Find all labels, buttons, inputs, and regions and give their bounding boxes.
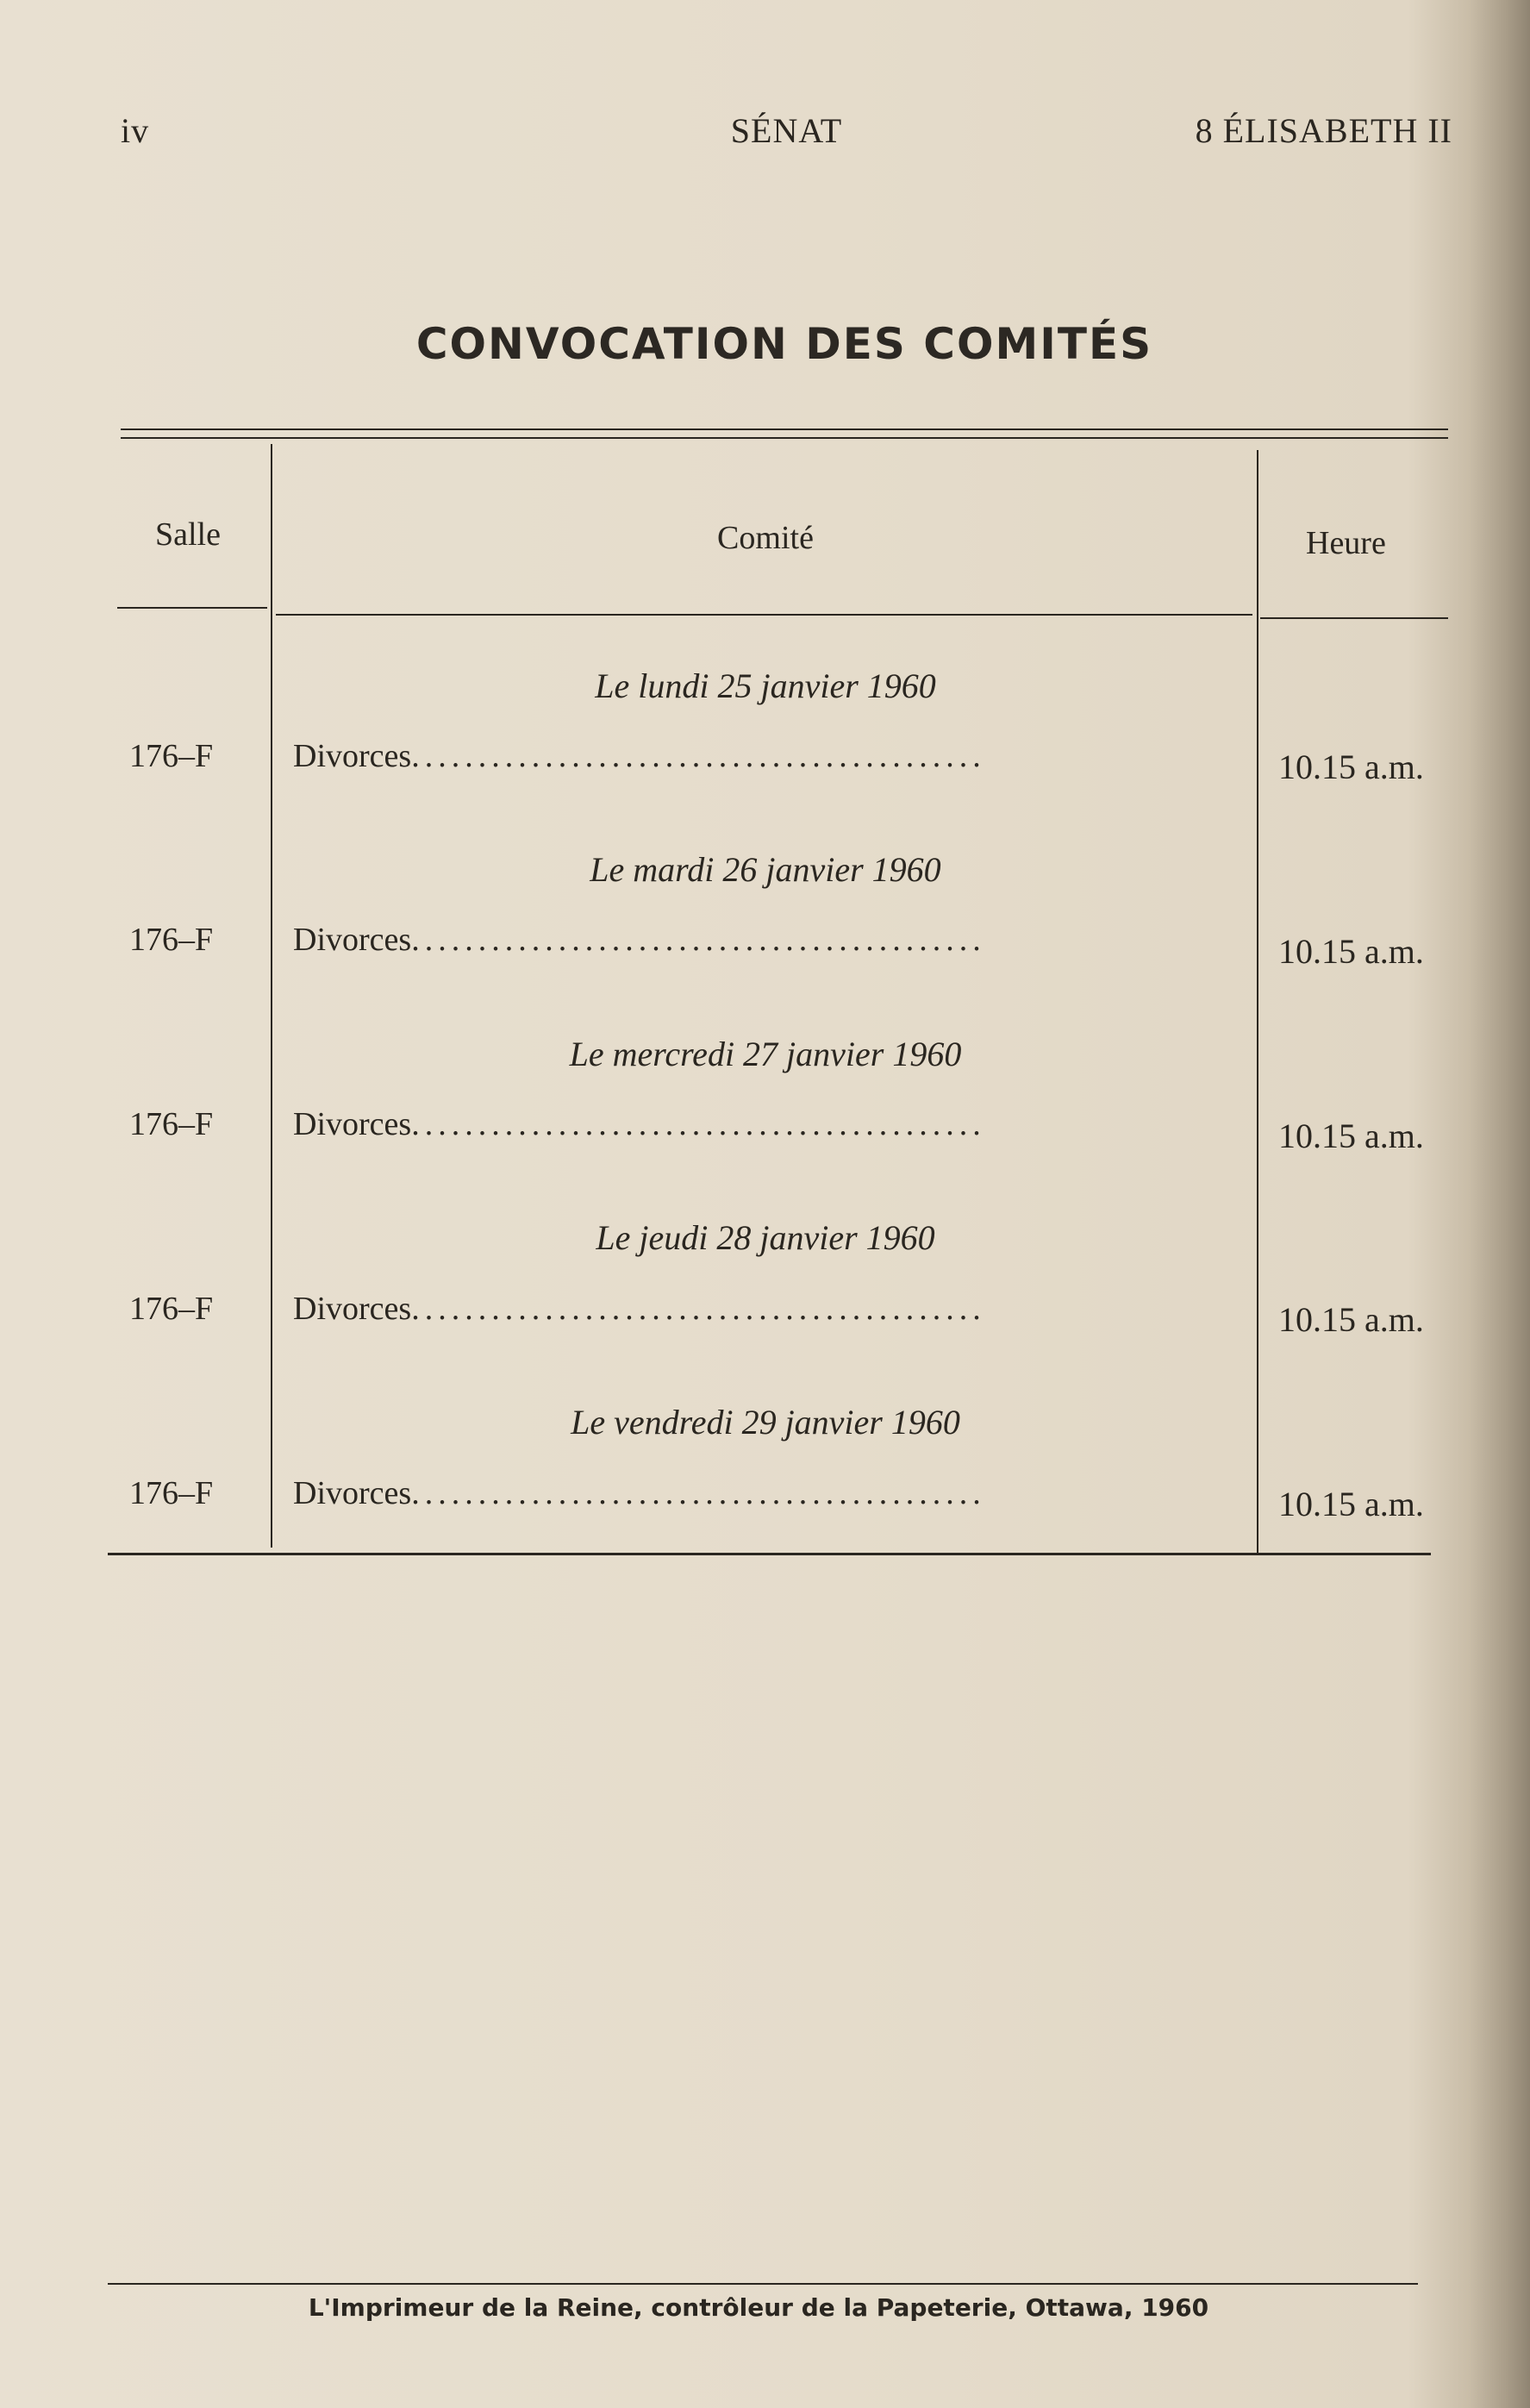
room-cell: 176–F [129, 1106, 214, 1142]
time-cell: 10.15 a.m. [1278, 1116, 1424, 1155]
day-label: Le mercredi 27 janvier 1960 [569, 1035, 962, 1073]
committee-cell [293, 921, 1241, 959]
committee-cell [293, 737, 1241, 775]
dot-leader: ........................................... [411, 738, 986, 774]
column-header-comite: Comité [717, 520, 814, 556]
day-label: Le lundi 25 janvier 1960 [595, 666, 936, 705]
room-cell: 176–F [129, 1475, 214, 1511]
day-label: Le jeudi 28 janvier 1960 [596, 1218, 935, 1257]
header-reign: 8 ÉLISABETH II [1195, 111, 1452, 150]
committee-name: Divorces [293, 1291, 412, 1327]
committee-name: Divorces [293, 738, 412, 774]
header-title: SÉNAT [730, 111, 843, 150]
committee-cell [293, 1474, 1241, 1512]
committee-cell [293, 1290, 1241, 1328]
committee-cell [293, 1105, 1241, 1143]
document-title: CONVOCATION DES COMITÉS [415, 319, 1153, 369]
table-bottom-rule [108, 1553, 1431, 1555]
time-cell: 10.15 a.m. [1278, 1485, 1424, 1523]
committee-name: Divorces [293, 1475, 412, 1511]
column-header-salle: Salle [155, 516, 221, 553]
committee-name: Divorces [293, 922, 412, 958]
header-underline-comite [276, 614, 1252, 616]
dot-leader: ........................................... [411, 922, 986, 958]
header-underline-heure [1260, 617, 1448, 619]
time-cell: 10.15 a.m. [1278, 932, 1424, 971]
room-cell: 176–F [129, 738, 214, 774]
column-header-heure: Heure [1306, 525, 1386, 561]
day-label: Le vendredi 29 janvier 1960 [571, 1403, 960, 1442]
time-cell: 10.15 a.m. [1278, 1300, 1424, 1339]
column-divider-left [271, 444, 272, 1548]
committee-name: Divorces [293, 1106, 412, 1142]
header-underline-salle [117, 607, 267, 609]
room-cell: 176–F [129, 922, 214, 958]
day-label: Le mardi 26 janvier 1960 [590, 850, 941, 889]
table-top-double-rule [121, 428, 1448, 439]
footer-rule [108, 2283, 1418, 2285]
dot-leader: ........................................... [411, 1291, 986, 1327]
printer-imprint: L'Imprimeur de la Reine, contrôleur de la Papeterie, Ottawa, 1960 [308, 2293, 1209, 2322]
time-cell: 10.15 a.m. [1278, 747, 1424, 786]
running-header [121, 110, 1452, 153]
dot-leader: ........................................... [411, 1475, 986, 1511]
room-cell: 176–F [129, 1291, 214, 1327]
page-number: iv [121, 111, 150, 150]
dot-leader: ........................................... [411, 1106, 986, 1142]
column-divider-right [1257, 450, 1258, 1554]
